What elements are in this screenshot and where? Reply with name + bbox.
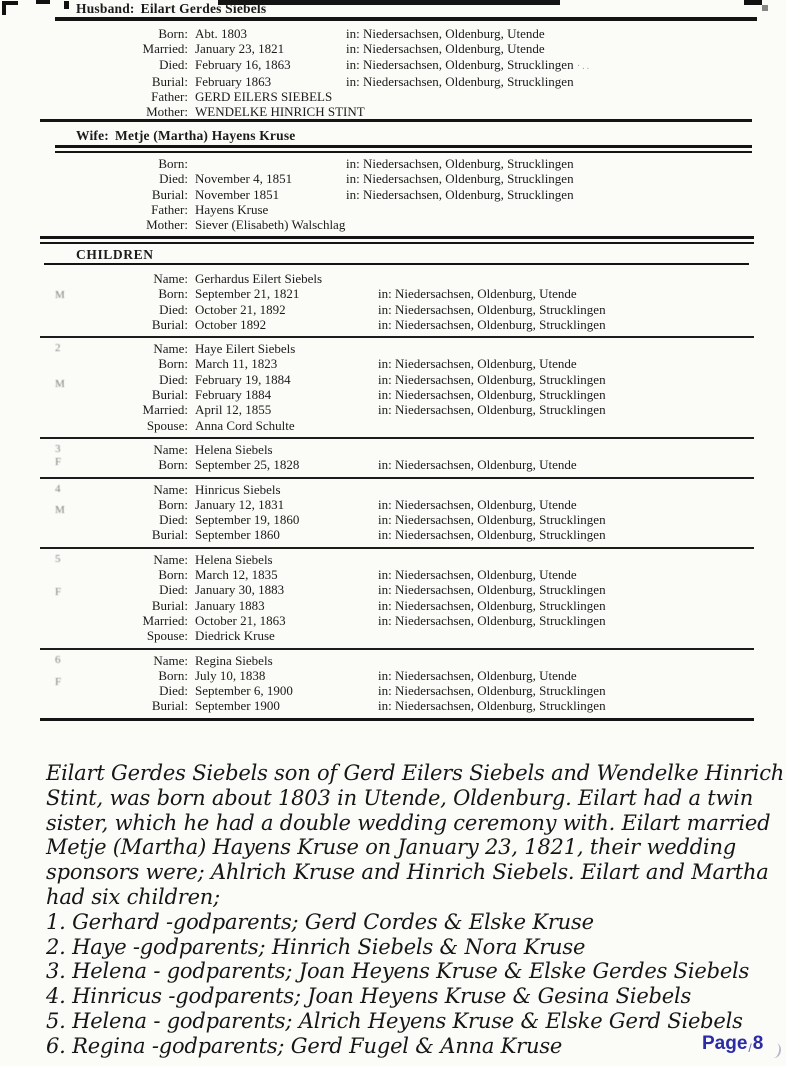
field-location: in: Niedersachsen, Oldenburg, Strucklingen [378, 301, 606, 317]
husband-label: Husband: [76, 1, 135, 16]
wife-name: Metje (Martha) Hayens Kruse [115, 128, 296, 143]
field-label: Burial: [151, 698, 188, 714]
divider [40, 242, 754, 244]
godparent-item: 2. Haye -godparents; Hinrich Siebels & Nora Kruse [46, 934, 586, 959]
divider [44, 263, 749, 265]
field-value: November 1851 [195, 186, 280, 202]
detail-row [40, 356, 754, 371]
field-value: Gerhardus Eilert Siebels [195, 271, 323, 286]
husband-header [76, 1, 266, 17]
detail-row [40, 653, 754, 668]
detail-row [40, 26, 754, 41]
scan-artifact [744, 0, 762, 5]
page-number-separator: / [748, 1041, 752, 1055]
field-value: January 23, 1821 [195, 41, 285, 57]
field-label: Born: [158, 667, 188, 683]
field-location [346, 104, 754, 119]
field-location [346, 217, 754, 232]
field-value [195, 156, 339, 171]
field-location [378, 552, 754, 567]
detail-row [40, 482, 754, 497]
page-number-value: 8 [752, 1033, 764, 1054]
detail-row [40, 104, 754, 119]
field-value: October 1892 [195, 316, 267, 332]
detail-row [40, 74, 754, 89]
child-sex-marker: F [55, 585, 62, 598]
godparent-item: 6. Regina -godparents; Gerd Fugel & Anna Kruse [46, 1033, 563, 1058]
field-value: October 21, 1892 [195, 301, 286, 317]
husband-name: Eilart Gerdes Siebels [140, 1, 267, 16]
field-value: November 4, 1851 [195, 171, 293, 187]
field-label: Burial: [151, 73, 188, 89]
detail-row [40, 302, 754, 317]
godparent-item: 1. Gerhard -godparents; Gerd Cordes & Elske Kruse [46, 909, 594, 934]
detail-row [40, 317, 754, 332]
field-location: in: Niedersachsen, Oldenburg, Strucklingen [378, 512, 606, 528]
field-location [346, 202, 754, 217]
field-label: Married: [142, 612, 188, 628]
child-sex-marker: F [55, 455, 62, 468]
godparent-item: 5. Helena - godparents; Alrich Heyens Kruse & Elske Gerd Siebels [46, 1008, 743, 1033]
field-value: Abt. 1803 [195, 26, 247, 41]
field-label: Died: [159, 512, 188, 528]
child-record [40, 650, 754, 721]
notes-section [46, 761, 785, 1059]
children-header: CHILDREN [76, 247, 154, 262]
field-value: September 19, 1860 [195, 512, 300, 528]
field-value: March 11, 1823 [195, 356, 278, 372]
field-label: Died: [159, 371, 188, 387]
field-label: Born: [158, 156, 188, 171]
field-location: in: Niedersachsen, Oldenburg, Strucklingen [378, 402, 606, 418]
detail-row [40, 286, 754, 301]
field-location [378, 271, 754, 286]
field-label: Burial: [151, 186, 188, 202]
field-value: Haye Eilert Siebels [195, 341, 296, 357]
field-label: Mother: [146, 104, 188, 120]
divider [55, 17, 757, 21]
field-location: in: Niedersachsen, Oldenburg, Strucklingen [378, 597, 606, 613]
scan-artifact [2, 5, 6, 15]
field-label: Father: [151, 201, 188, 217]
field-location: in: Niedersachsen, Oldenburg, Strucklingen [378, 683, 606, 699]
wife-header [76, 128, 295, 144]
field-location: in: Niedersachsen, Oldenburg, Strucklingen [378, 527, 606, 543]
field-value: March 12, 1835 [195, 567, 278, 583]
detail-row [40, 457, 754, 472]
field-value: Helena Siebels [195, 441, 273, 457]
field-value: Diedrick Kruse [195, 628, 275, 644]
children-list [40, 268, 754, 721]
field-label: Name: [153, 551, 188, 567]
detail-row [40, 683, 754, 698]
field-value: January 30, 1883 [195, 582, 285, 598]
field-location: in: Niedersachsen, Oldenburg, Utende [378, 496, 577, 512]
field-label: Spouse: [146, 628, 188, 644]
field-value: September 25, 1828 [195, 457, 300, 473]
child-record [40, 479, 754, 549]
detail-row [40, 668, 754, 683]
field-label: Spouse: [146, 417, 188, 433]
divider [55, 145, 752, 148]
child-record [40, 338, 754, 439]
field-label: Died: [159, 56, 188, 72]
detail-row [40, 512, 754, 527]
detail-row [40, 418, 754, 433]
godparent-item: 3. Helena - godparents; Joan Heyens Kruse & Elske Gerdes Siebels [46, 959, 750, 984]
field-label: Died: [159, 582, 188, 598]
field-location: in: Niedersachsen, Oldenburg, Strucklingen [378, 612, 606, 628]
field-location: in: Niedersachsen, Oldenburg, Strucklingen [378, 387, 606, 403]
field-value: Hayens Kruse [195, 201, 269, 217]
field-label: Name: [153, 481, 188, 497]
field-label: Married: [142, 41, 188, 57]
child-number-marker: 2 [55, 342, 61, 355]
child-sex-marker: M [55, 503, 65, 516]
notes-line: sister, which he had a double wedding ceremony with. Eilart married [46, 810, 771, 835]
field-label: Born: [158, 286, 188, 302]
detail-row [40, 341, 754, 356]
scan-artifact [64, 1, 69, 9]
field-location [378, 482, 754, 497]
divider [55, 151, 752, 153]
field-label: Burial: [151, 597, 188, 613]
child-record [40, 439, 754, 479]
divider [40, 119, 752, 122]
divider [40, 236, 754, 239]
field-location: in: Niedersachsen, Oldenburg, Strucklingen [346, 186, 574, 202]
field-label: Died: [159, 171, 188, 187]
detail-row [40, 187, 754, 202]
detail-row [40, 552, 754, 567]
field-value: September 1860 [195, 527, 280, 543]
child-number-marker: 5 [55, 552, 61, 565]
field-value: October 21, 1863 [195, 612, 286, 628]
field-label: Born: [158, 496, 188, 512]
wife-label: Wife: [76, 128, 109, 143]
page-number-label: Page [702, 1033, 748, 1054]
wife-details [40, 156, 754, 232]
field-label: Born: [158, 356, 188, 372]
notes-line: Eilart Gerdes Siebels son of Gerd Eilers Siebels and Wendelke Hinrich [46, 761, 785, 785]
field-label: Name: [153, 652, 188, 668]
detail-row [40, 57, 754, 74]
field-location [378, 341, 754, 356]
page-number [702, 1033, 763, 1055]
child-record [40, 268, 754, 338]
detail-row [40, 402, 754, 417]
detail-row [40, 442, 754, 457]
child-number-marker: 3 [55, 442, 61, 455]
field-label: Name: [153, 341, 188, 357]
detail-row [40, 156, 754, 171]
field-value: January 1883 [195, 597, 265, 613]
scan-artifact [768, 1042, 783, 1059]
notes-line: Stint, was born about 1803 in Utende, Oldenburg. Eilart had a twin [46, 785, 754, 810]
field-location: in: Niedersachsen, Oldenburg, Utende [346, 26, 545, 41]
detail-row [40, 271, 754, 286]
godparent-item: 4. Hinricus -godparents; Joan Heyens Kruse & Gesina Siebels [46, 984, 692, 1009]
scan-artifact-bar [218, 0, 560, 5]
field-value: July 10, 1838 [195, 667, 266, 683]
detail-row [40, 582, 754, 597]
field-value: Siever (Elisabeth) Walschlag [195, 217, 346, 233]
field-value: February 16, 1863 [195, 56, 291, 72]
field-location: in: Niedersachsen, Oldenburg, Strucklingen [378, 371, 606, 387]
field-value: Regina Siebels [195, 652, 273, 668]
scan-artifact [36, 0, 50, 4]
field-location: in: Niedersachsen, Oldenburg, Utende [378, 567, 577, 583]
field-location: in: Niedersachsen, Oldenburg, Utende [378, 667, 577, 683]
husband-details [40, 26, 754, 120]
scan-artifact [762, 5, 768, 11]
field-label: Father: [151, 89, 188, 105]
detail-row [40, 598, 754, 613]
detail-row [40, 698, 754, 713]
detail-row [40, 202, 754, 217]
field-value: GERD EILERS SIEBELS [195, 89, 333, 105]
field-value: September 21, 1821 [195, 286, 300, 302]
field-location [346, 89, 754, 104]
field-value: Hinricus Siebels [195, 481, 281, 497]
detail-row [40, 89, 754, 104]
notes-line: sponsors were; Ahlrich Kruse and Hinrich Siebels. Eilart and Martha [46, 860, 769, 885]
field-label: Married: [142, 402, 188, 418]
field-location: in: Niedersachsen, Oldenburg, Strucklingen [378, 316, 606, 332]
field-value: WENDELKE HINRICH STINT [195, 104, 365, 120]
detail-row [40, 387, 754, 402]
field-value: January 12, 1831 [195, 496, 285, 512]
field-location: in: Niedersachsen, Oldenburg, Strucklingen [378, 582, 606, 598]
field-location: in: Niedersachsen, Oldenburg, Strucklingen [346, 171, 574, 187]
detail-row [40, 217, 754, 232]
detail-row [40, 372, 754, 387]
notes-line: Metje (Martha) Hayens Kruse on January 23, 1821, their wedding [46, 835, 737, 860]
field-location: in: Niedersachsen, Oldenburg, Strucklingen ·.. [346, 56, 592, 72]
field-label: Died: [159, 301, 188, 317]
detail-row [40, 527, 754, 542]
child-sex-marker: M [55, 289, 65, 301]
field-location [378, 442, 754, 457]
field-location: in: Niedersachsen, Oldenburg, Strucklingen [346, 156, 574, 171]
field-label: Name: [153, 271, 188, 286]
field-label: Born: [158, 457, 188, 473]
field-label: Born: [158, 567, 188, 583]
field-label: Died: [159, 683, 188, 699]
notes-line: had six children; [46, 884, 221, 909]
field-label: Burial: [151, 316, 188, 332]
field-location: in: Niedersachsen, Oldenburg, Utende [346, 41, 545, 57]
field-value: Helena Siebels [195, 551, 273, 567]
child-number-marker: 6 [55, 653, 61, 666]
field-label: Mother: [146, 217, 188, 233]
field-label: Name: [153, 441, 188, 457]
child-sex-marker: F [55, 675, 62, 688]
field-location: in: Niedersachsen, Oldenburg, Utende [378, 356, 577, 372]
field-location: in: Niedersachsen, Oldenburg, Strucklingen [378, 698, 606, 714]
detail-row [40, 41, 754, 56]
field-value: Anna Cord Schulte [195, 417, 295, 433]
field-location: in: Niedersachsen, Oldenburg, Strucklingen [346, 73, 574, 89]
field-location: in: Niedersachsen, Oldenburg, Utende [378, 286, 577, 302]
field-value: February 1884 [195, 387, 272, 403]
detail-row [40, 628, 754, 643]
scan-artifact: ·.. [576, 60, 592, 72]
field-label: Born: [158, 26, 188, 41]
field-location [378, 653, 754, 668]
detail-row [40, 613, 754, 628]
field-value: September 6, 1900 [195, 683, 293, 699]
field-location [378, 628, 754, 643]
field-value: February 1863 [195, 73, 272, 89]
detail-row [40, 567, 754, 582]
field-label: Burial: [151, 527, 188, 543]
field-location [378, 418, 754, 433]
field-location: in: Niedersachsen, Oldenburg, Utende [378, 457, 577, 473]
detail-row [40, 497, 754, 512]
field-label: Burial: [151, 387, 188, 403]
detail-row [40, 171, 754, 186]
child-sex-marker: M [55, 378, 65, 391]
child-number-marker: 4 [55, 482, 61, 495]
field-value: September 1900 [195, 698, 280, 714]
field-value: February 19, 1884 [195, 371, 291, 387]
child-record [40, 549, 754, 650]
field-value: April 12, 1855 [195, 402, 272, 418]
